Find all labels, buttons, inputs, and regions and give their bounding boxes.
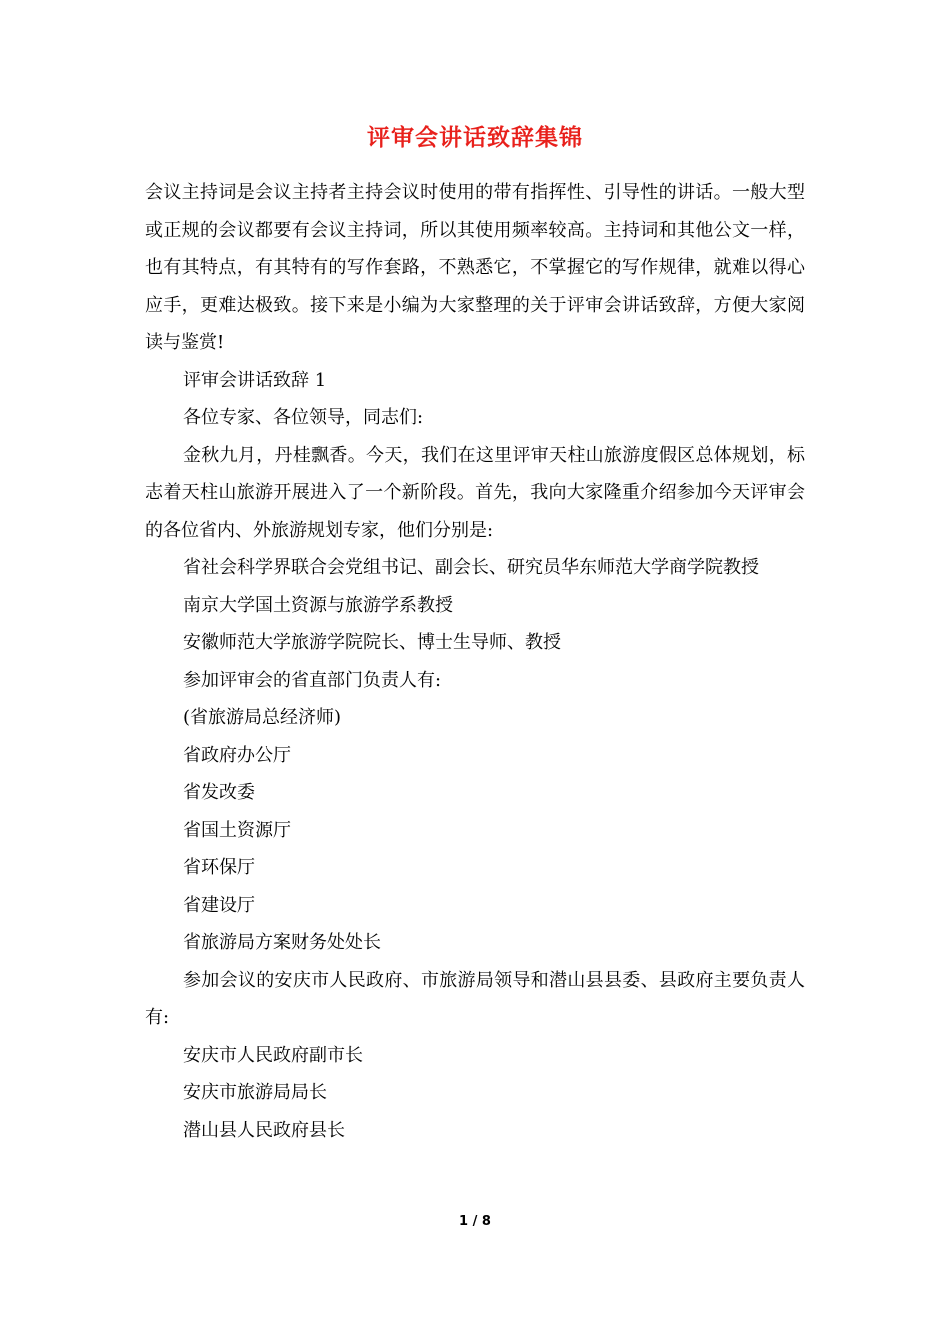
department-line: 省建设厅 [183, 894, 255, 916]
expert-line: 南京大学国土资源与旅游学系教授 [183, 594, 453, 616]
department-line: 省国土资源厅 [183, 819, 291, 841]
local-leader-line: 安庆市人民政府副市长 [183, 1044, 363, 1066]
local-leaders-intro: 参加会议的安庆市人民政府、市旅游局领导和潜山县县委、县政府主要负责人有: [145, 969, 805, 1028]
document-title: 评审会讲话致辞集锦 [367, 124, 583, 151]
page-indicator: 1 / 8 [459, 1214, 491, 1229]
section-heading: 评审会讲话致辞 1 [183, 369, 327, 391]
department-line: 省环保厅 [183, 857, 255, 878]
expert-line: 省社会科学界联合会党组书记、副会长、研究员华东师范大学商学院教授 [183, 557, 759, 578]
department-line: 省旅游局方案财务处处长 [183, 932, 381, 953]
intro-paragraph: 会议主持词是会议主持者主持会议时使用的带有指挥性、引导性的讲话。一般大型或正规的会议都要有会议主持词，所以其使用频率较高。主持词和其他公文一样，也有其特点，有其特有的写作套路，不熟悉它，不掌握它的写作规律，就难以得心应手，更难达极致。接下来是小编为大家整理的关于评审会讲话致辞，方便大家阅读与鉴赏! [145, 182, 805, 353]
department-intro: 参加评审会的省直部门负责人有: [183, 669, 442, 691]
local-leader-line: 安庆市旅游局局长 [183, 1082, 327, 1103]
local-leader-line: 潜山县人民政府县长 [183, 1119, 345, 1141]
department-line: (省旅游局总经济师) [183, 707, 342, 728]
salutation: 各位专家、各位领导，同志们: [183, 407, 424, 428]
department-line: 省发改委 [183, 782, 255, 803]
department-line: 省政府办公厅 [183, 744, 291, 766]
expert-line: 安徽师范大学旅游学院院长、博士生导师、教授 [183, 632, 561, 653]
opening-paragraph: 金秋九月，丹桂飘香。今天，我们在这里评审天柱山旅游度假区总体规划，标志着天柱山旅游开展进入了一个新阶段。首先，我向大家隆重介绍参加今天评审会的各位省内、外旅游规划专家，他们分别是: [145, 444, 805, 541]
document-body [145, 174, 805, 1149]
